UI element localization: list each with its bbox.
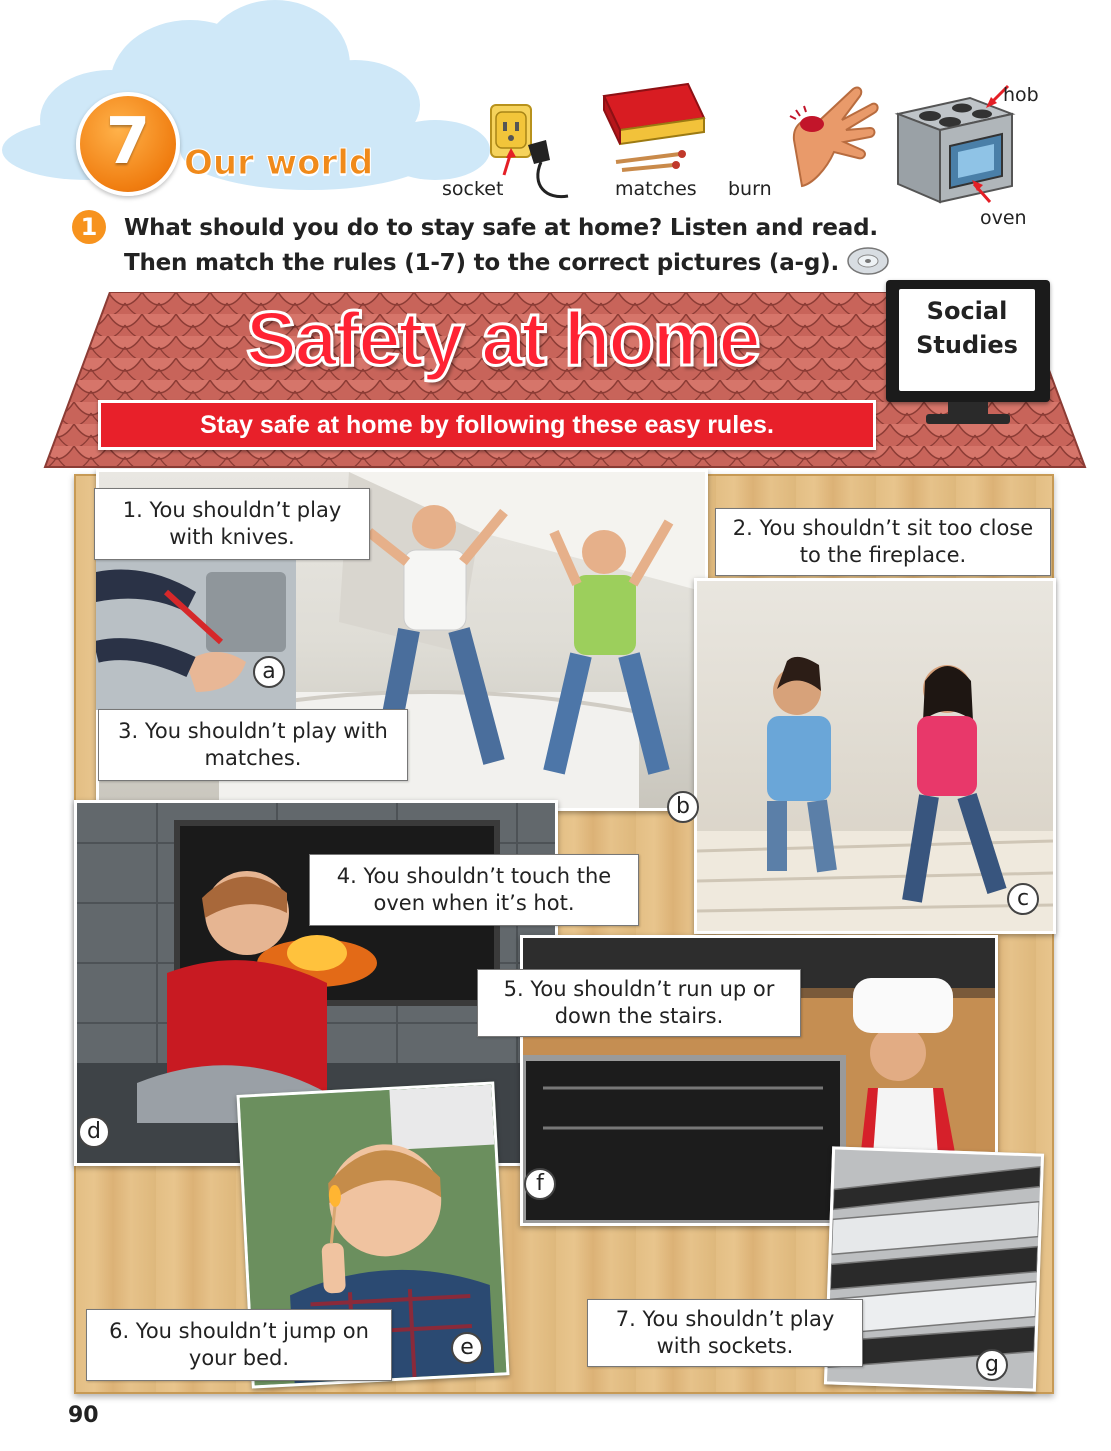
rule-3: 3. You shouldn’t play with matches. [98,709,408,781]
rule-5: 5. You shouldn’t run up or down the stairs. [477,969,801,1037]
exercise-instruction-line1: What should you do to stay safe at home? Listen and read. [124,215,878,241]
exercise-instruction-line2: Then match the rules (1-7) to the correct pictures (a-g). [124,250,840,276]
vocab-label-hob: hob [1003,84,1039,106]
matches-icon [598,76,710,180]
monitor-base [926,414,1010,424]
vocab-label-oven: oven [980,207,1027,229]
rule-7: 7. You shouldn’t play with sockets. [587,1299,863,1367]
cd-icon[interactable] [846,246,890,280]
rule-2: 2. You shouldn’t sit too close to the fireplace. [715,508,1051,576]
picture-label-b: b [667,791,699,823]
exercise-number: 1 [72,210,106,244]
unit-title: Our world [184,143,374,183]
page-number: 90 [68,1403,99,1428]
rule-6: 6. You shouldn’t jump on your bed. [86,1309,392,1381]
vocab-label-burn: burn [728,178,772,200]
picture-label-e: e [451,1332,483,1364]
picture-label-g: g [976,1349,1008,1381]
rule-4: 4. You shouldn’t touch the oven when it’s hot. [309,854,639,926]
unit-number-badge: 7 [76,92,180,196]
rule-1: 1. You shouldn’t play with knives. [94,488,370,560]
vocab-label-socket: socket [442,178,504,200]
vocab-label-matches: matches [615,178,697,200]
picture-label-f: f [524,1168,556,1200]
picture-label-a: a [253,656,285,688]
burn-hand-icon [782,80,882,194]
stove-icon [890,84,1020,218]
picture-c-stairs [694,578,1056,934]
subtitle-banner: Stay safe at home by following these easy rules. [98,400,876,450]
subject-label: Social Studies [916,297,1018,359]
picture-label-d: d [78,1116,110,1148]
main-title: Safety at home [246,297,759,382]
picture-label-c: c [1007,883,1039,915]
